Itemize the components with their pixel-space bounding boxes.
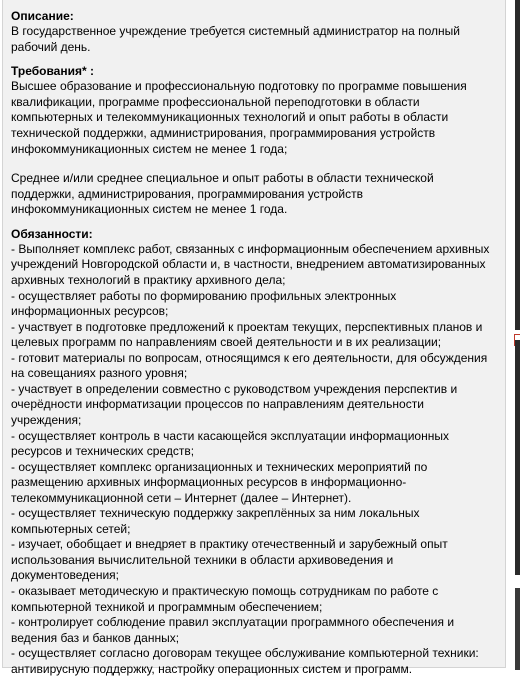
job-details-panel [2, 0, 506, 676]
duty-item: - участвует в подготовке предложений к проектам текущих, перспективных планов и целевых программ по направлениям своей деятельности и в их реализации; [11, 319, 483, 350]
duty-item: - осуществляет комплекс организационных и технических мероприятий по размещению архивных информационных ресурсов в информационно-телекоммуникационной сети – Интернет (далее – Интернет). [11, 459, 428, 505]
side-panel-edge-bottom [515, 588, 520, 670]
duties-heading: Обязанности: [11, 226, 93, 241]
duty-item: - Выполняет комплекс работ, связанных с информационным обеспечением архивных учреждений Новгородской области и, в частности, внедрением автоматизированных архивных технологий в практику архивного дела; [11, 241, 490, 288]
duty-item: - осуществляет контроль в части касающейся эксплуатации информационных ресурсов и технических средств; [11, 428, 449, 459]
duty-item: - осуществляет техническую поддержку закреплённых за ним локальных компьютерных сетей; [11, 506, 420, 536]
duties-section [11, 227, 497, 677]
duty-item: - изучает, обобщает и внедряет в практику отечественный и зарубежный опыт использования вычислительной техники в области архивоведения и документоведения; [11, 537, 448, 583]
side-panel-edge-top [515, 0, 520, 330]
duty-item: - осуществляет согласно договорам текущее обслуживание компьютерной техники: антивирусную поддержку, настройку операционных систем и программ. [11, 646, 479, 676]
description-section [11, 9, 497, 55]
description-text: В государственное учреждение требуется системный администратор на полный рабочий день. [11, 24, 460, 54]
side-panel-edge-middle [515, 340, 520, 575]
requirements-paragraph: Высшее образование и профессиональную подготовку по программе повышения квалификации, программе профессиональной переподготовки в области компьютерных и телекоммуникационных технологий и опыт работы в области технической поддержки, администрирования, программирования устройств инфокоммуникационных систем не менее 1 года; [11, 79, 467, 156]
requirements-section [11, 64, 497, 218]
duty-item: - осуществляет работы по формированию профильных электронных информационных ресурсов; [11, 288, 397, 319]
duty-item: - участвует в определении совместно с руководством учреждения перспектив и очерёдности информатизации процессов по направлениям деятельности учреждения; [11, 381, 458, 427]
description-heading: Описание: [11, 9, 74, 23]
requirements-paragraph: Среднее и/или среднее специальное и опыт работы в области технической поддержки, администрирования, программирования устройств инфокоммуникационных систем не менее 1 года. [11, 171, 434, 217]
duty-item: - оказывает методическую и практическую помощь сотрудникам по работе с компьютерной техникой и программным обеспечением; [11, 583, 439, 614]
duty-item: - готовит материалы по вопросам, относящимся к его деятельности, для обсуждения на совещаниях разного уровня; [11, 350, 488, 381]
duty-item: - контролирует соблюдение правил эксплуатации программного обеспечения и ведения баз и банков данных; [11, 615, 455, 645]
requirements-heading: Требования* : [11, 64, 94, 79]
